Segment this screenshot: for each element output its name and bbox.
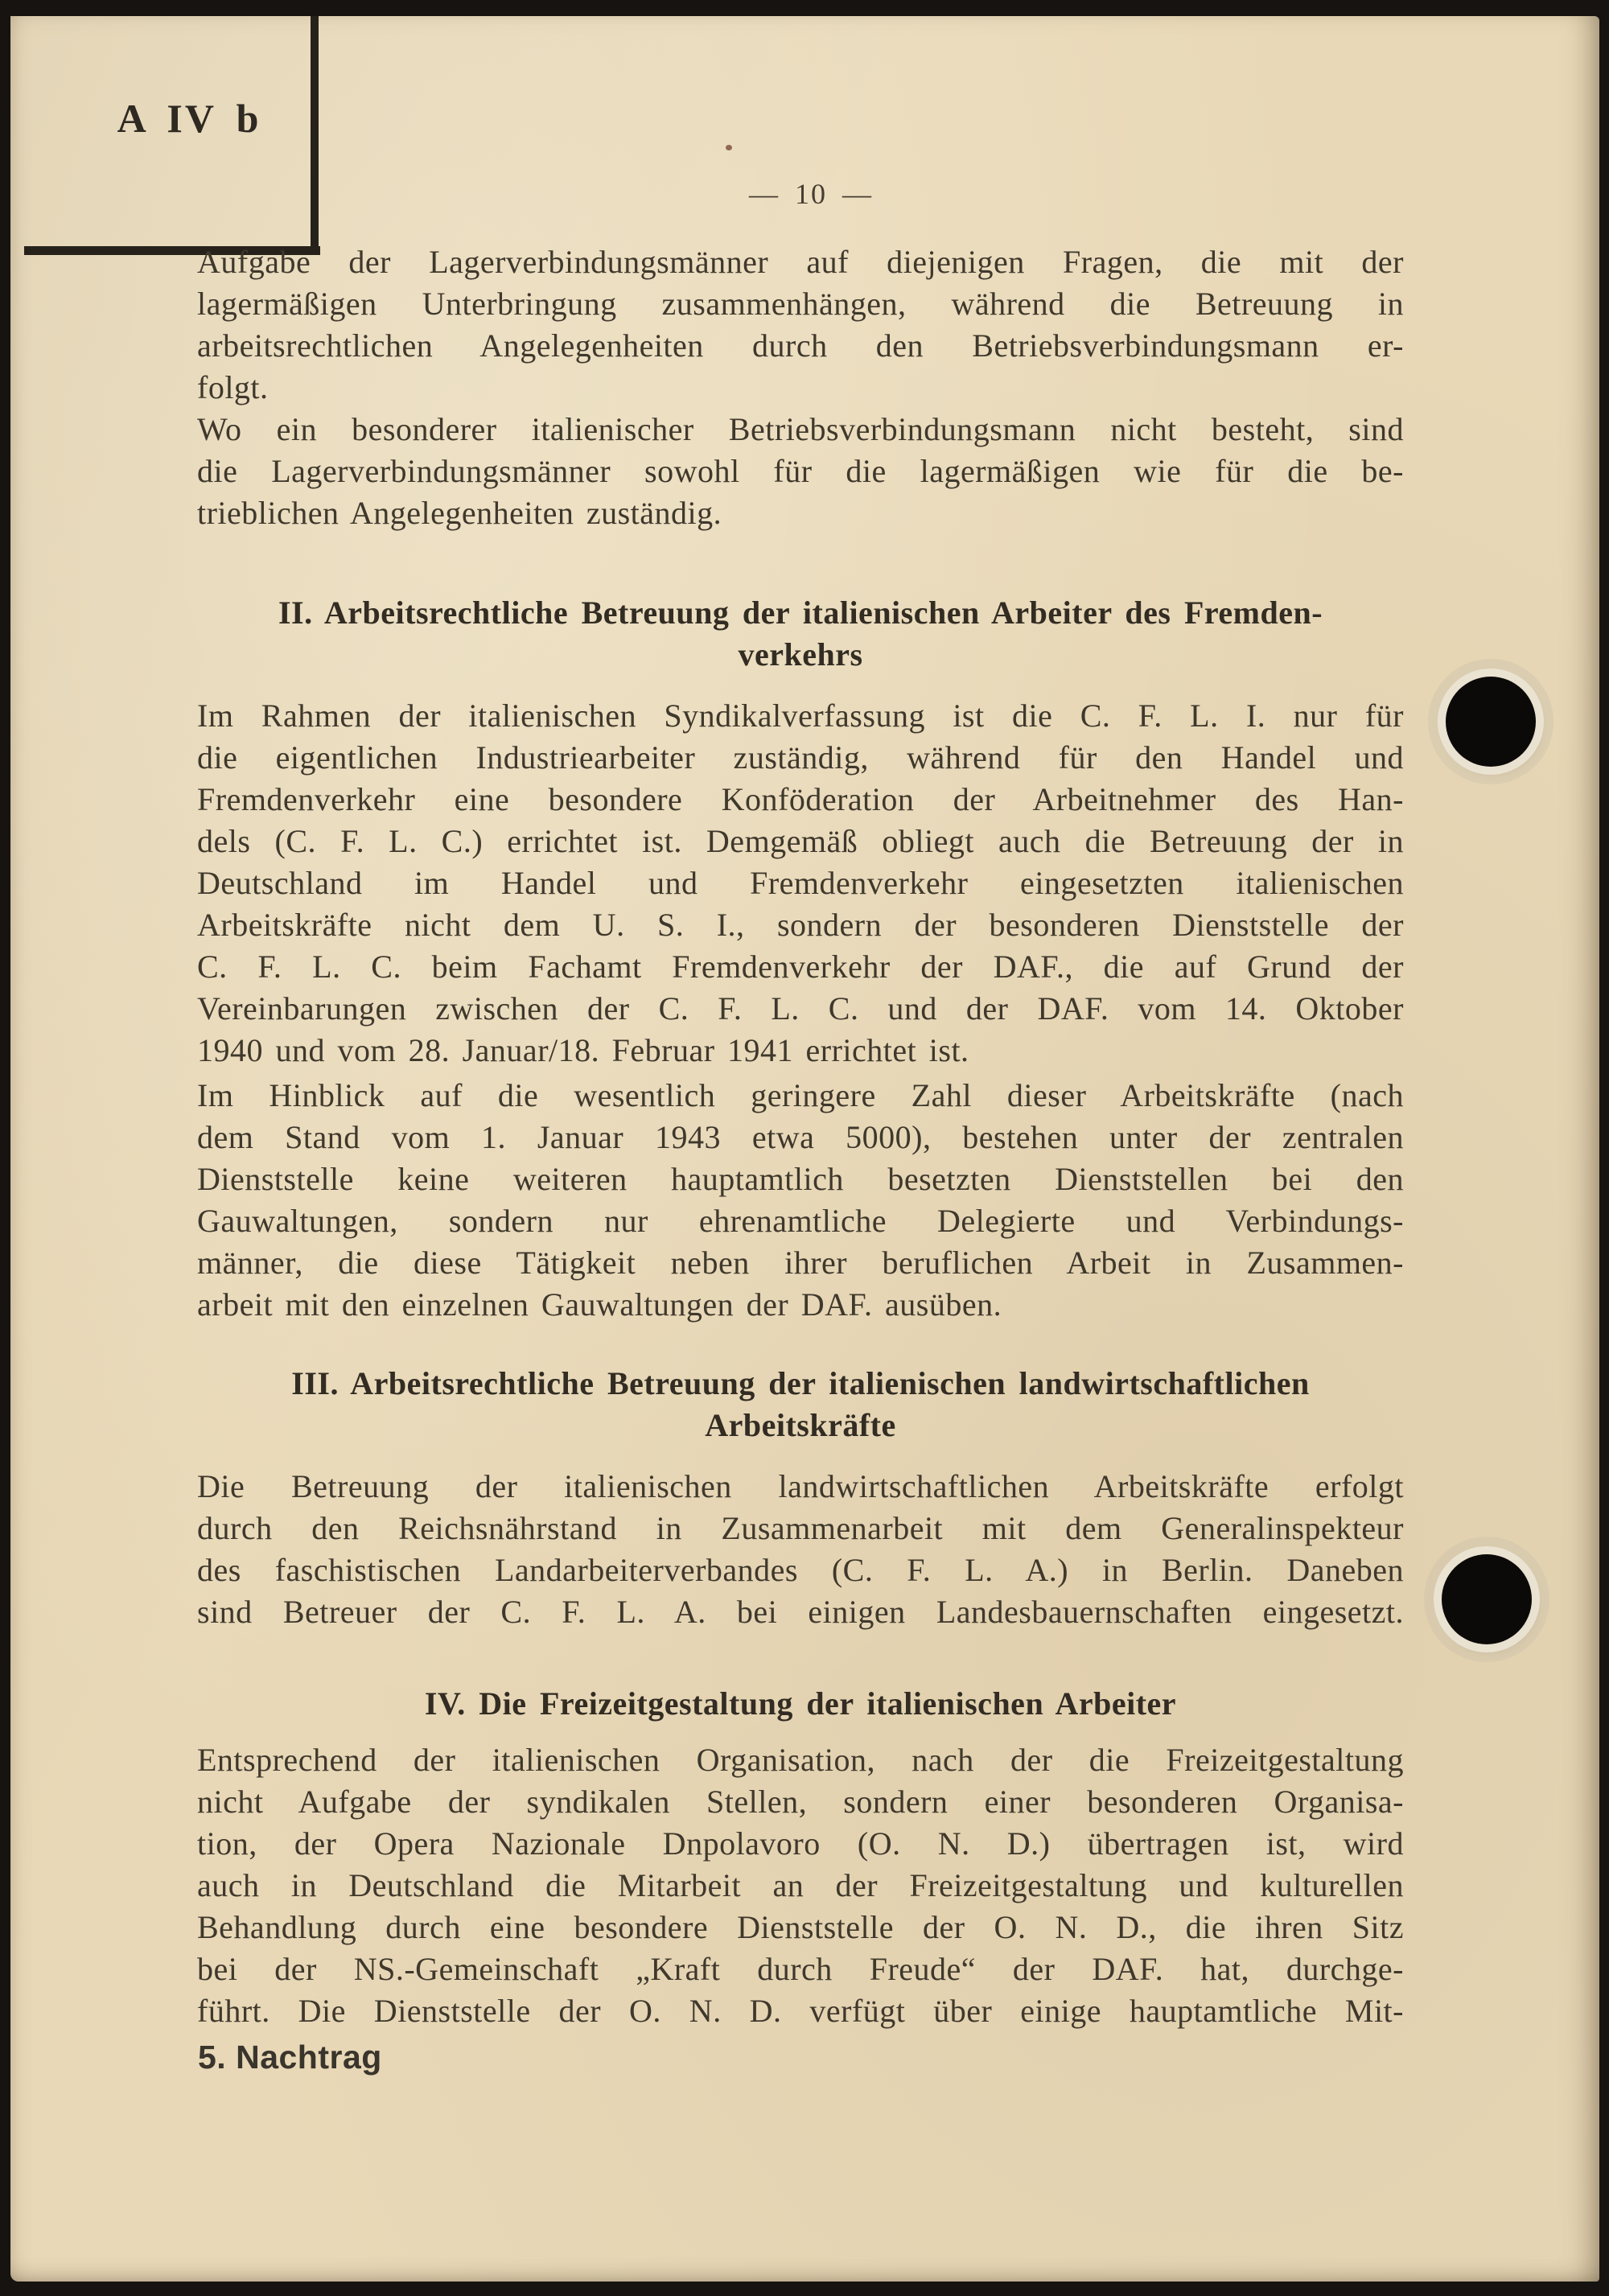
text-line: C. F. L. C. beim Fachamt Fremdenverkehr der DAF., die auf Grund der	[197, 948, 1404, 985]
text-line: durch den Reichsnährstand in Zusammenarbeit mit dem Generalinspekteur	[197, 1510, 1404, 1546]
text-line: Gauwaltungen, sondern nur ehrenamtliche Delegierte und Verbindungs-	[197, 1203, 1404, 1239]
text-line: IV. Die Freizeitgestaltung der italienischen Arbeiter	[424, 1685, 1177, 1722]
text-line: Die Betreuung der italienischen landwirtschaftlichen Arbeitskräfte erfolgt	[197, 1468, 1404, 1504]
text-line: II. Arbeitsrechtliche Betreuung der italienischen Arbeiter des Fremden-	[278, 595, 1323, 631]
text-line: führt. Die Dienststelle der O. N. D. verfügt über einige hauptamtliche Mit-	[197, 1993, 1404, 2029]
text-line: Arbeitskräfte	[705, 1407, 896, 1443]
text-line: folgt.	[197, 369, 269, 405]
body-paragraph	[197, 409, 1404, 534]
footer-supplement-label: 5. Nachtrag	[198, 2039, 382, 2076]
text-line: die eigentlichen Industriearbeiter zuständig, während für den Handel und	[197, 739, 1404, 776]
text-line: trieblichen Angelegenheiten zuständig.	[197, 495, 722, 531]
punch-hole-top	[1446, 677, 1536, 767]
text-line: Behandlung durch eine besondere Dienststelle der O. N. D., die ihren Sitz	[197, 1909, 1404, 1945]
text-line: Deutschland im Handel und Fremdenverkehr eingesetzten italienischen	[197, 865, 1404, 901]
body-paragraph	[197, 1466, 1404, 1633]
text-line: Entsprechend der italienischen Organisation, nach der die Freizeitgestaltung	[197, 1742, 1404, 1778]
text-line: Im Rahmen der italienischen Syndikalverfassung ist die C. F. L. I. nur für	[197, 697, 1404, 734]
text-line: tion, der Opera Nazionale Dnpolavoro (O. N. D.) übertragen ist, wird	[197, 1825, 1404, 1862]
text-line: dem Stand vom 1. Januar 1943 etwa 5000), bestehen unter der zentralen	[197, 1119, 1404, 1155]
body-paragraph	[197, 695, 1404, 1072]
section-heading	[197, 1363, 1404, 1446]
text-line: Arbeitskräfte nicht dem U. S. I., sondern der besonderen Dienststelle der	[197, 907, 1404, 943]
text-line: Vereinbarungen zwischen der C. F. L. C. und der DAF. vom 14. Oktober	[197, 990, 1404, 1027]
text-line: Aufgabe der Lagerverbindungsmänner auf diejenigen Fragen, die mit der	[197, 244, 1404, 280]
text-line: sind Betreuer der C. F. L. A. bei einigen Landesbauernschaften eingesetzt.	[197, 1594, 1404, 1630]
document-content	[197, 241, 1404, 2032]
ink-speck	[726, 145, 732, 150]
text-line: bei der NS.-Gemeinschaft „Kraft durch Freude“ der DAF. hat, durchge-	[197, 1951, 1404, 1987]
text-line: arbeitsrechtlichen Angelegenheiten durch den Betriebsverbindungsmann er-	[197, 327, 1404, 364]
body-paragraph	[197, 1739, 1404, 2032]
section-box-vertical-rule	[311, 16, 319, 251]
text-line: Im Hinblick auf die wesentlich geringere Zahl dieser Arbeitskräfte (nach	[197, 1077, 1404, 1113]
text-line: arbeit mit den einzelnen Gauwaltungen der DAF. ausüben.	[197, 1286, 1002, 1323]
text-line: Dienststelle keine weiteren hauptamtlich besetzten Dienststellen bei den	[197, 1161, 1404, 1197]
section-heading	[197, 592, 1404, 676]
section-heading	[197, 1683, 1404, 1725]
text-line: nicht Aufgabe der syndikalen Stellen, sondern einer besonderen Organisa-	[197, 1784, 1404, 1820]
text-line: Wo ein besonderer italienischer Betriebsverbindungsmann nicht besteht, sind	[197, 411, 1404, 447]
body-paragraph	[197, 241, 1404, 409]
section-label: A IV b	[117, 96, 261, 141]
text-line: Fremdenverkehr eine besondere Konföderation der Arbeitnehmer des Han-	[197, 781, 1404, 817]
text-line: lagermäßigen Unterbringung zusammenhängen, während die Betreuung in	[197, 286, 1404, 322]
text-line: die Lagerverbindungsmänner sowohl für die lagermäßigen wie für die be-	[197, 453, 1404, 489]
body-paragraph	[197, 1075, 1404, 1326]
text-line: III. Arbeitsrechtliche Betreuung der italienischen landwirtschaftlichen	[291, 1365, 1310, 1401]
text-line: auch in Deutschland die Mitarbeit an der Freizeitgestaltung und kulturellen	[197, 1867, 1404, 1903]
text-line: 1940 und vom 28. Januar/18. Februar 1941 errichtet ist.	[197, 1032, 969, 1068]
page-number: — 10 —	[749, 178, 873, 210]
text-line: dels (C. F. L. C.) errichtet ist. Demgemäß obliegt auch die Betreuung der in	[197, 823, 1404, 859]
text-line: des faschistischen Landarbeiterverbandes (C. F. L. A.) in Berlin. Daneben	[197, 1552, 1404, 1588]
text-line: verkehrs	[738, 636, 863, 673]
punch-hole-bottom	[1442, 1554, 1532, 1644]
text-line: männer, die diese Tätigkeit neben ihrer beruflichen Arbeit in Zusammen-	[197, 1245, 1404, 1281]
